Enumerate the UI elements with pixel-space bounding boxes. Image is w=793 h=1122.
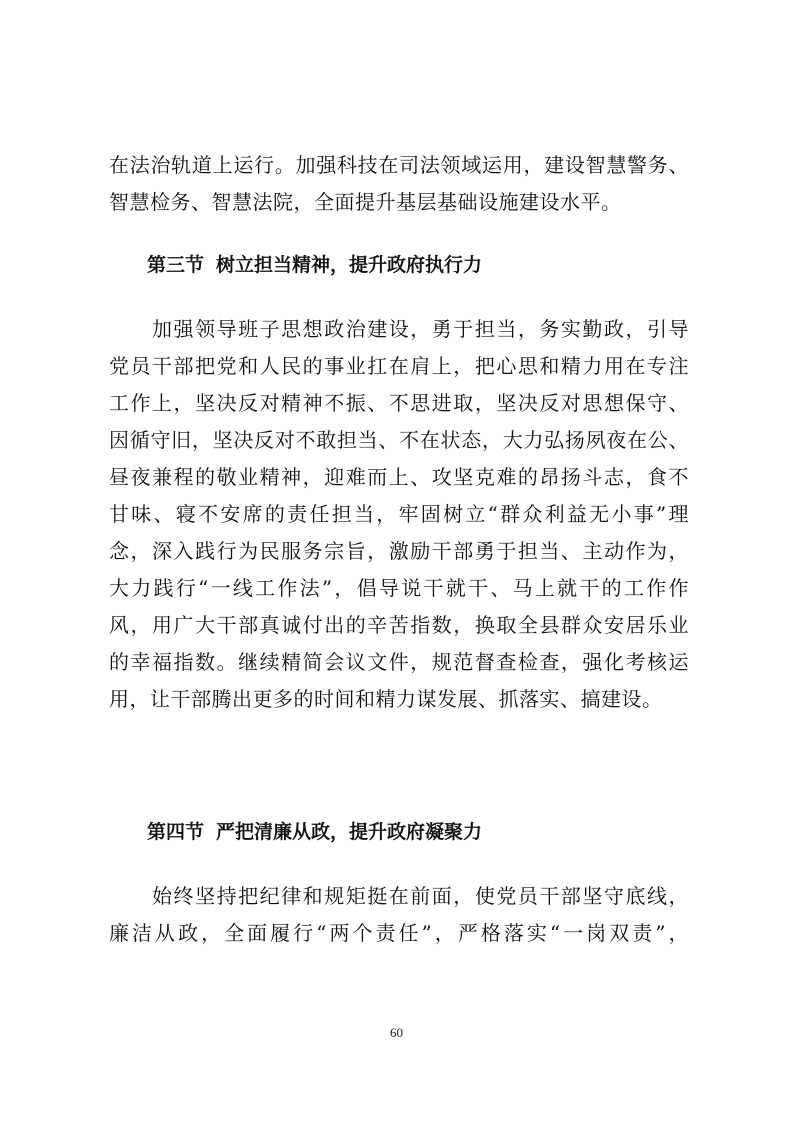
text-line: 工作上，坚决反对精神不振、不思进取，坚决反对思想保守、 <box>109 391 689 415</box>
text-line: 大力践行“一线工作法”，倡导说干就干、马上就干的工作作 <box>109 576 689 600</box>
section-number: 第四节 <box>147 821 205 843</box>
text-line: 因循守旧，坚决反对不敢担当、不在状态，大力弘扬夙夜在公、 <box>109 428 689 452</box>
section-heading-4 <box>147 817 482 847</box>
text-line: 加强领导班子思想政治建设，勇于担当，务实勤政，引导 <box>109 317 689 341</box>
text-line: 昼夜兼程的敬业精神，迎难而上、攻坚克难的昂扬斗志，食不 <box>109 465 689 489</box>
section-number: 第三节 <box>147 254 205 276</box>
section-heading-3 <box>147 250 482 280</box>
text-line: 廉洁从政，全面履行“两个责任”，严格落实“一岗双责”， <box>109 921 689 945</box>
section-title: 树立担当精神，提升政府执行力 <box>216 254 483 276</box>
text-line: 用，让干部腾出更多的时间和精力谋发展、抓落实、搞建设。 <box>109 687 663 711</box>
section-3-paragraph <box>109 311 689 718</box>
text-line: 风，用广大干部真诚付出的辛苦指数，换取全县群众安居乐业 <box>109 613 689 637</box>
text-line: 甘味、寝不安席的责任担当，牢固树立“群众利益无小事”理 <box>109 502 689 526</box>
text-line: 党员干部把党和人民的事业扛在肩上，把心思和精力用在专注 <box>109 354 689 378</box>
text-line: 的幸福指数。继续精简会议文件，规范督查检查，强化考核运 <box>109 650 689 674</box>
section-title: 严把清廉从政，提升政府凝聚力 <box>216 821 483 843</box>
text-line: 始终坚持把纪律和规矩挺在前面，使党员干部坚守底线， <box>109 884 689 908</box>
paragraph-continued <box>109 147 689 221</box>
text-line: 智慧检务、智慧法院，全面提升基层基础设施建设水平。 <box>109 190 622 214</box>
text-line: 念，深入践行为民服务宗旨，激励干部勇于担当、主动作为， <box>109 539 689 563</box>
section-4-paragraph <box>109 878 689 952</box>
text-line: 在法治轨道上运行。加强科技在司法领域运用，建设智慧警务、 <box>109 153 689 177</box>
page-number: 60 <box>390 1025 403 1040</box>
